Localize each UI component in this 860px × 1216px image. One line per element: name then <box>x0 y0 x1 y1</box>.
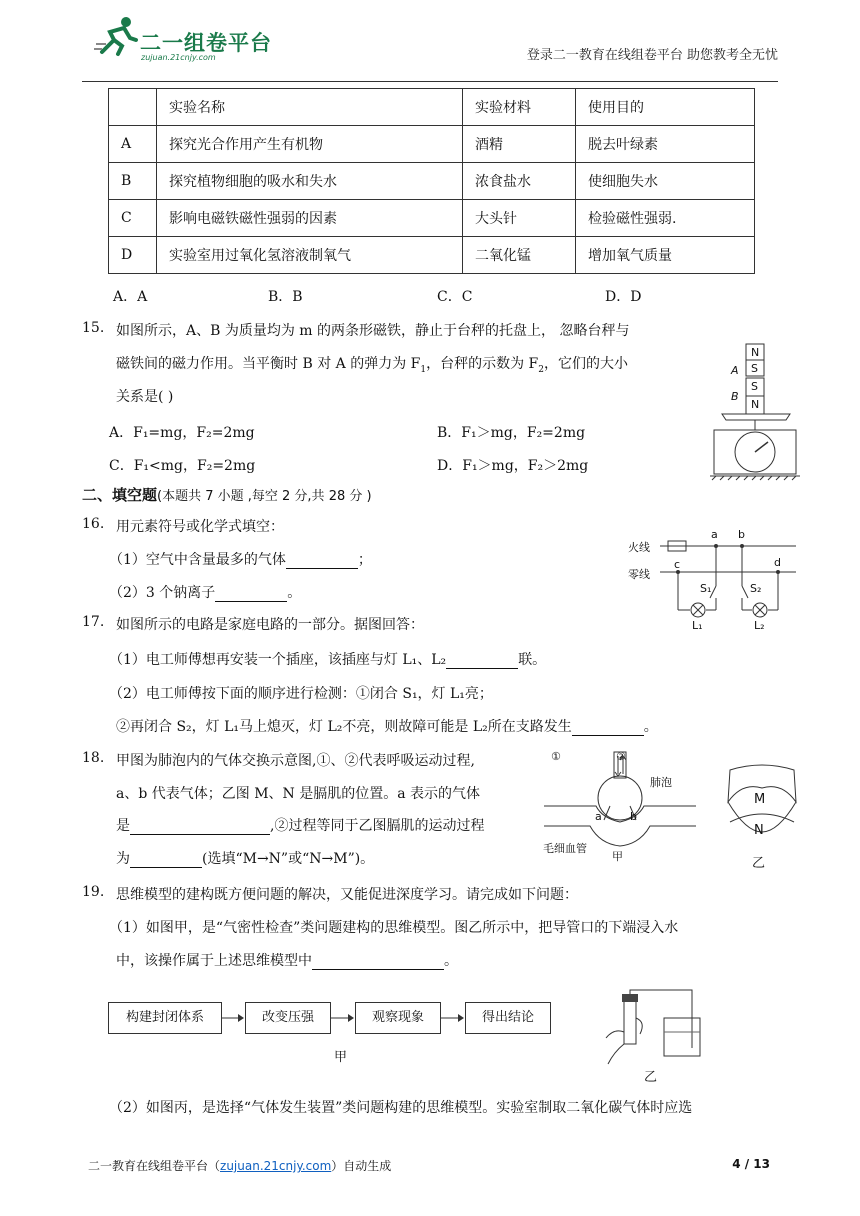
gas-b-label: b <box>630 810 637 823</box>
flow-step-box: 观察现象 <box>355 1002 441 1034</box>
live-wire-label: 火线 <box>628 541 650 554</box>
magnet-pole-label: S <box>751 362 758 375</box>
q19-stem: 思维模型的建构既方便问题的解决，又能促进深度学习。请完成如下问题： <box>116 887 578 903</box>
q17-part2: （2）电工师傅按下面的顺序进行检测：①闭合 S₁，灯 L₁亮； <box>109 686 493 702</box>
table-cell: 二氧化锰 <box>463 237 576 274</box>
figure-jia-label: 甲 <box>612 850 623 863</box>
header-divider <box>82 81 778 82</box>
table-header-cell <box>109 89 157 126</box>
gas-a-label: a <box>595 810 602 823</box>
table-cell: 使细胞失水 <box>576 163 755 200</box>
q18-line1: 甲图为肺泡内的气体交换示意图,①、②代表呼吸运动过程, <box>116 753 475 769</box>
magnet-pole-label: N <box>751 346 760 359</box>
table-cell: 大头针 <box>463 200 576 237</box>
q15-line1: 如图所示，A、B 为质量均为 m 的两条形磁铁，静止于台秤的托盘上， 忽略台秤与 <box>116 323 630 339</box>
lamp-label: L₁ <box>692 619 703 632</box>
q14-option-c: C．C <box>437 289 473 305</box>
q17-stem: 如图所示的电路是家庭电路的一部分。据图回答： <box>116 617 424 633</box>
capillary-label: 毛细血管 <box>543 842 587 855</box>
table-cell: 检验磁性强弱. <box>576 200 755 237</box>
table-cell: D <box>109 237 157 274</box>
node-label: d <box>774 556 781 569</box>
table-row <box>109 237 755 274</box>
magnet-pole-label: N <box>751 398 760 411</box>
figure-jia-label: 甲 <box>334 1050 348 1065</box>
table-row <box>109 126 755 163</box>
table-header-cell: 使用目的 <box>576 89 755 126</box>
q17-part3: ②再闭合 S₂，灯 L₁马上熄灭，灯 L₂不亮，则故障可能是 L₂所在支路发生 。 <box>116 719 658 735</box>
q19-part1-line2: 中，该操作属于上述思维模型中 。 <box>116 953 458 969</box>
logo-text: 二一组卷平台 <box>140 31 272 55</box>
airtightness-apparatus-figure <box>600 988 710 1068</box>
q15-line2: 磁铁间的磁力作用。当平衡时 B 对 A 的弹力为 $F_1$，台秤的示数为 $F_2$，它们的大小 <box>116 356 629 375</box>
switch-label: S₁ <box>700 582 712 595</box>
figure-yi-label: 乙 <box>644 1070 658 1085</box>
table-cell: 影响电磁铁磁性强弱的因素 <box>157 200 463 237</box>
table-row <box>109 200 755 237</box>
node-label: a <box>711 528 718 541</box>
magnet-a-label: A <box>731 364 739 377</box>
q17-number: 17. <box>82 614 105 630</box>
lamp-label: L₂ <box>754 619 765 632</box>
q15-option-a: A．F₁=mg，F₂=2mg <box>109 425 255 441</box>
q16-part1: （1）空气中含量最多的气体 ； <box>109 552 372 568</box>
process-1-label: ① <box>551 750 561 763</box>
flow-step-box: 改变压强 <box>245 1002 331 1034</box>
q18-line4: 为 (选填“M→N”或“N→M”)。 <box>116 851 375 867</box>
flow-step-box: 构建封闭体系 <box>108 1002 222 1034</box>
q15-option-c: C．F₁<mg，F₂=2mg <box>109 458 256 474</box>
logo-sub: zujuan.21cnjy.com <box>141 53 216 62</box>
table-cell: 探究光合作用产生有机物 <box>157 126 463 163</box>
q18-number: 18. <box>82 750 105 766</box>
table-cell: 酒精 <box>463 126 576 163</box>
table-cell: 浓食盐水 <box>463 163 576 200</box>
table-cell: 增加氧气质量 <box>576 237 755 274</box>
q15-number: 15. <box>82 320 105 336</box>
q14-option-a: A．A <box>113 289 148 305</box>
q14-option-b: B．B <box>268 289 303 305</box>
table-cell: 脱去叶绿素 <box>576 126 755 163</box>
table-header-cell: 实验名称 <box>157 89 463 126</box>
magnet-b-label: B <box>731 390 739 403</box>
q18-line3: 是 ,②过程等同于乙图膈肌的运动过程 <box>116 818 485 834</box>
header-slogan: 登录二一教育在线组卷平台 助您教考全无忧 <box>526 48 778 63</box>
q15-option-d: D．F₁＞mg，F₂＞2mg <box>437 458 589 474</box>
table-row <box>109 163 755 200</box>
neutral-wire-label: 零线 <box>628 568 650 581</box>
table-cell: 探究植物细胞的吸水和失水 <box>157 163 463 200</box>
q19-number: 19. <box>82 884 105 900</box>
q15-line3: 关系是( ) <box>116 389 174 405</box>
flow-arrows <box>220 1010 550 1026</box>
table-cell: B <box>109 163 157 200</box>
table-cell: C <box>109 200 157 237</box>
experiment-table <box>108 88 755 274</box>
q18-line2: a、b 代表气体；乙图 M、N 是膈肌的位置。a 表示的气体 <box>116 786 481 802</box>
section-title: 二、填空题(本题共 7 小题 ,每空 2 分,共 28 分 ) <box>82 486 372 504</box>
q19-part1-line1: （1）如图甲，是“气密性检查”类问题建构的思维模型。图乙所示中，把导管口的下端浸入水 <box>109 920 679 936</box>
switch-label: S₂ <box>750 582 762 595</box>
q19-part2: （2）如图丙，是选择“气体发生装置”类问题构建的思维模型。实验室制取二氧化碳气体时应选 <box>109 1100 693 1116</box>
diaphragm-n-label: N <box>754 823 764 838</box>
figure-yi-label: 乙 <box>752 856 766 871</box>
runner-logo-icon <box>92 14 140 58</box>
footer-source: 二一教育在线组卷平台（zujuan.21cnjy.com）自动生成 <box>88 1159 392 1173</box>
q17-part1: （1）电工师傅想再安装一个插座，该插座与灯 L₁、L₂ 联。 <box>109 652 547 668</box>
flow-step-box: 得出结论 <box>465 1002 551 1034</box>
q14-option-d: D．D <box>605 289 642 305</box>
table-header-row <box>109 89 755 126</box>
process-2-label: ② <box>616 750 626 763</box>
page-number: 4 / 13 <box>732 1157 770 1171</box>
table-header-cell: 实验材料 <box>463 89 576 126</box>
q16-part2: （2）3 个钠离子 。 <box>109 585 302 601</box>
node-label: b <box>738 528 745 541</box>
q16-stem: 用元素符号或化学式填空： <box>116 519 284 535</box>
table-cell: A <box>109 126 157 163</box>
q15-option-b: B．F₁＞mg，F₂=2mg <box>437 425 586 441</box>
diaphragm-m-label: M <box>754 792 766 807</box>
node-label: c <box>674 558 681 571</box>
alveolus-label: 肺泡 <box>650 776 672 789</box>
table-cell: 实验室用过氧化氢溶液制氧气 <box>157 237 463 274</box>
magnet-pole-label: S <box>751 380 758 393</box>
footer-link[interactable]: zujuan.21cnjy.com <box>220 1159 332 1173</box>
q16-number: 16. <box>82 516 105 532</box>
